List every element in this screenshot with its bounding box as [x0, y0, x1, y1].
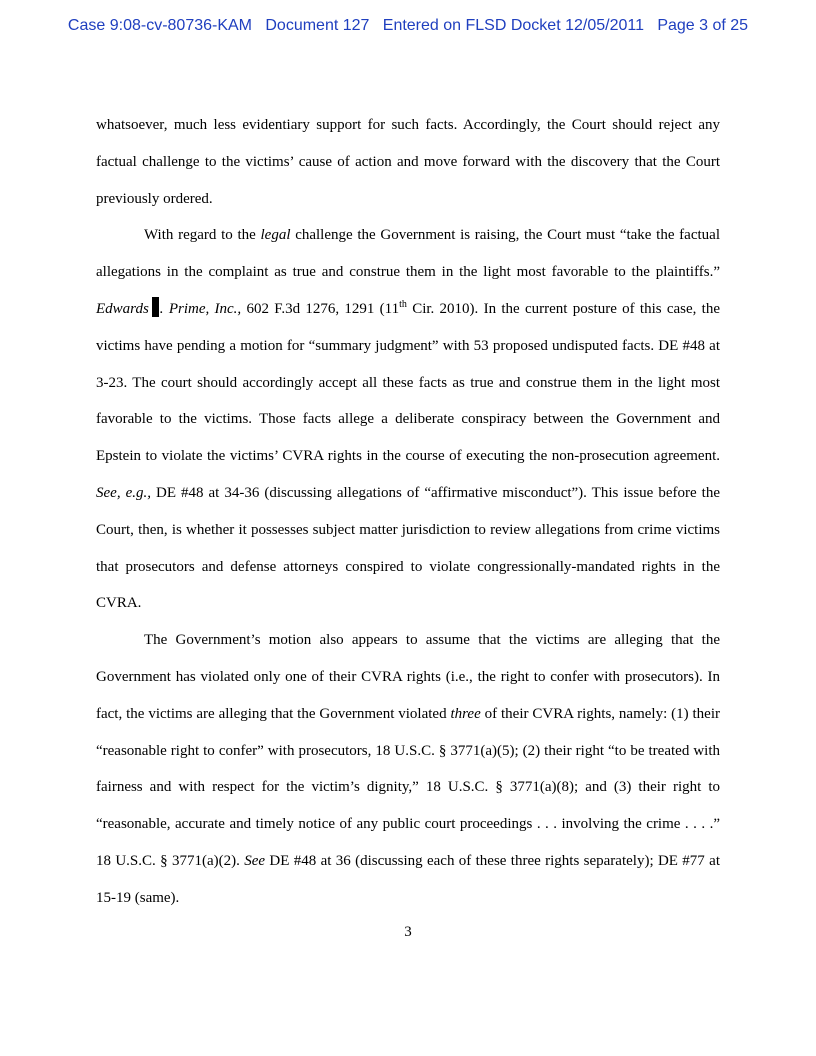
redaction-block — [152, 297, 159, 317]
page-of-total: Page 3 of 25 — [657, 17, 749, 34]
case-number: Case 9:08-cv-80736-KAM — [67, 17, 253, 34]
paragraph-2: With regard to the legal challenge the Government is raising, the Court must “take the factual allegations in the complaint as true and construe them in the light most favorable to the plaintiffs.” Edwards . Prime, Inc., 602 F.3d 1276, 1291 (11th Cir. 2010). In the current posture of this case, the victims have pending a motion for “summary judgment” with 53 proposed undisputed facts. DE #48 at 3-23. The court should accordingly accept all these facts as true and construe them in the light most favorable to the victims. Those facts allege a deliberate conspiracy between the Government and Epstein to violate the victims’ CVRA rights in the course of executing the non-prosecution agreement. See, e.g., DE #48 at 34-36 (discussing allegations of “affirmative misconduct”). This issue before the Court, then, is whether it possesses subject matter jurisdiction to review allegations from crime victims that prosecutors and defense attorneys conspired to violate congressionally-mandated rights in the CVRA. — [96, 227, 721, 612]
docket-header — [0, 17, 816, 35]
docket-entry: Entered on FLSD Docket 12/05/2011 — [382, 17, 644, 34]
paragraph-3: The Government’s motion also appears to assume that the victims are alleging that the Government has violated only one of their CVRA rights (i.e., the right to confer with prosecutors). In fact, the victims are alleging that the Government violated three of their CVRA rights, namely: (1) their “reasonable right to confer” with prosecutors, 18 U.S.C. § 3771(a)(5); (2) their right “to be treated with fairness and with respect for the victim’s dignity,” 18 U.S.C. § 3771(a)(8); and (3) their right to “reasonable, accurate and timely notice of any public court proceedings . . . involving the crime . . . .” 18 U.S.C. § 3771(a)(2). See DE #48 at 36 (discussing each of these three rights separately); DE #77 at 15-19 (same). — [96, 632, 720, 906]
paragraph-1: whatsoever, much less evidentiary support for such facts. Accordingly, the Court should reject any factual challenge to the victims’ cause of action and move forward with the discovery that the Court previously ordered. — [96, 117, 720, 207]
document-body — [96, 107, 720, 917]
document-number: Document 127 — [265, 17, 370, 34]
page-number: 3 — [404, 924, 412, 940]
